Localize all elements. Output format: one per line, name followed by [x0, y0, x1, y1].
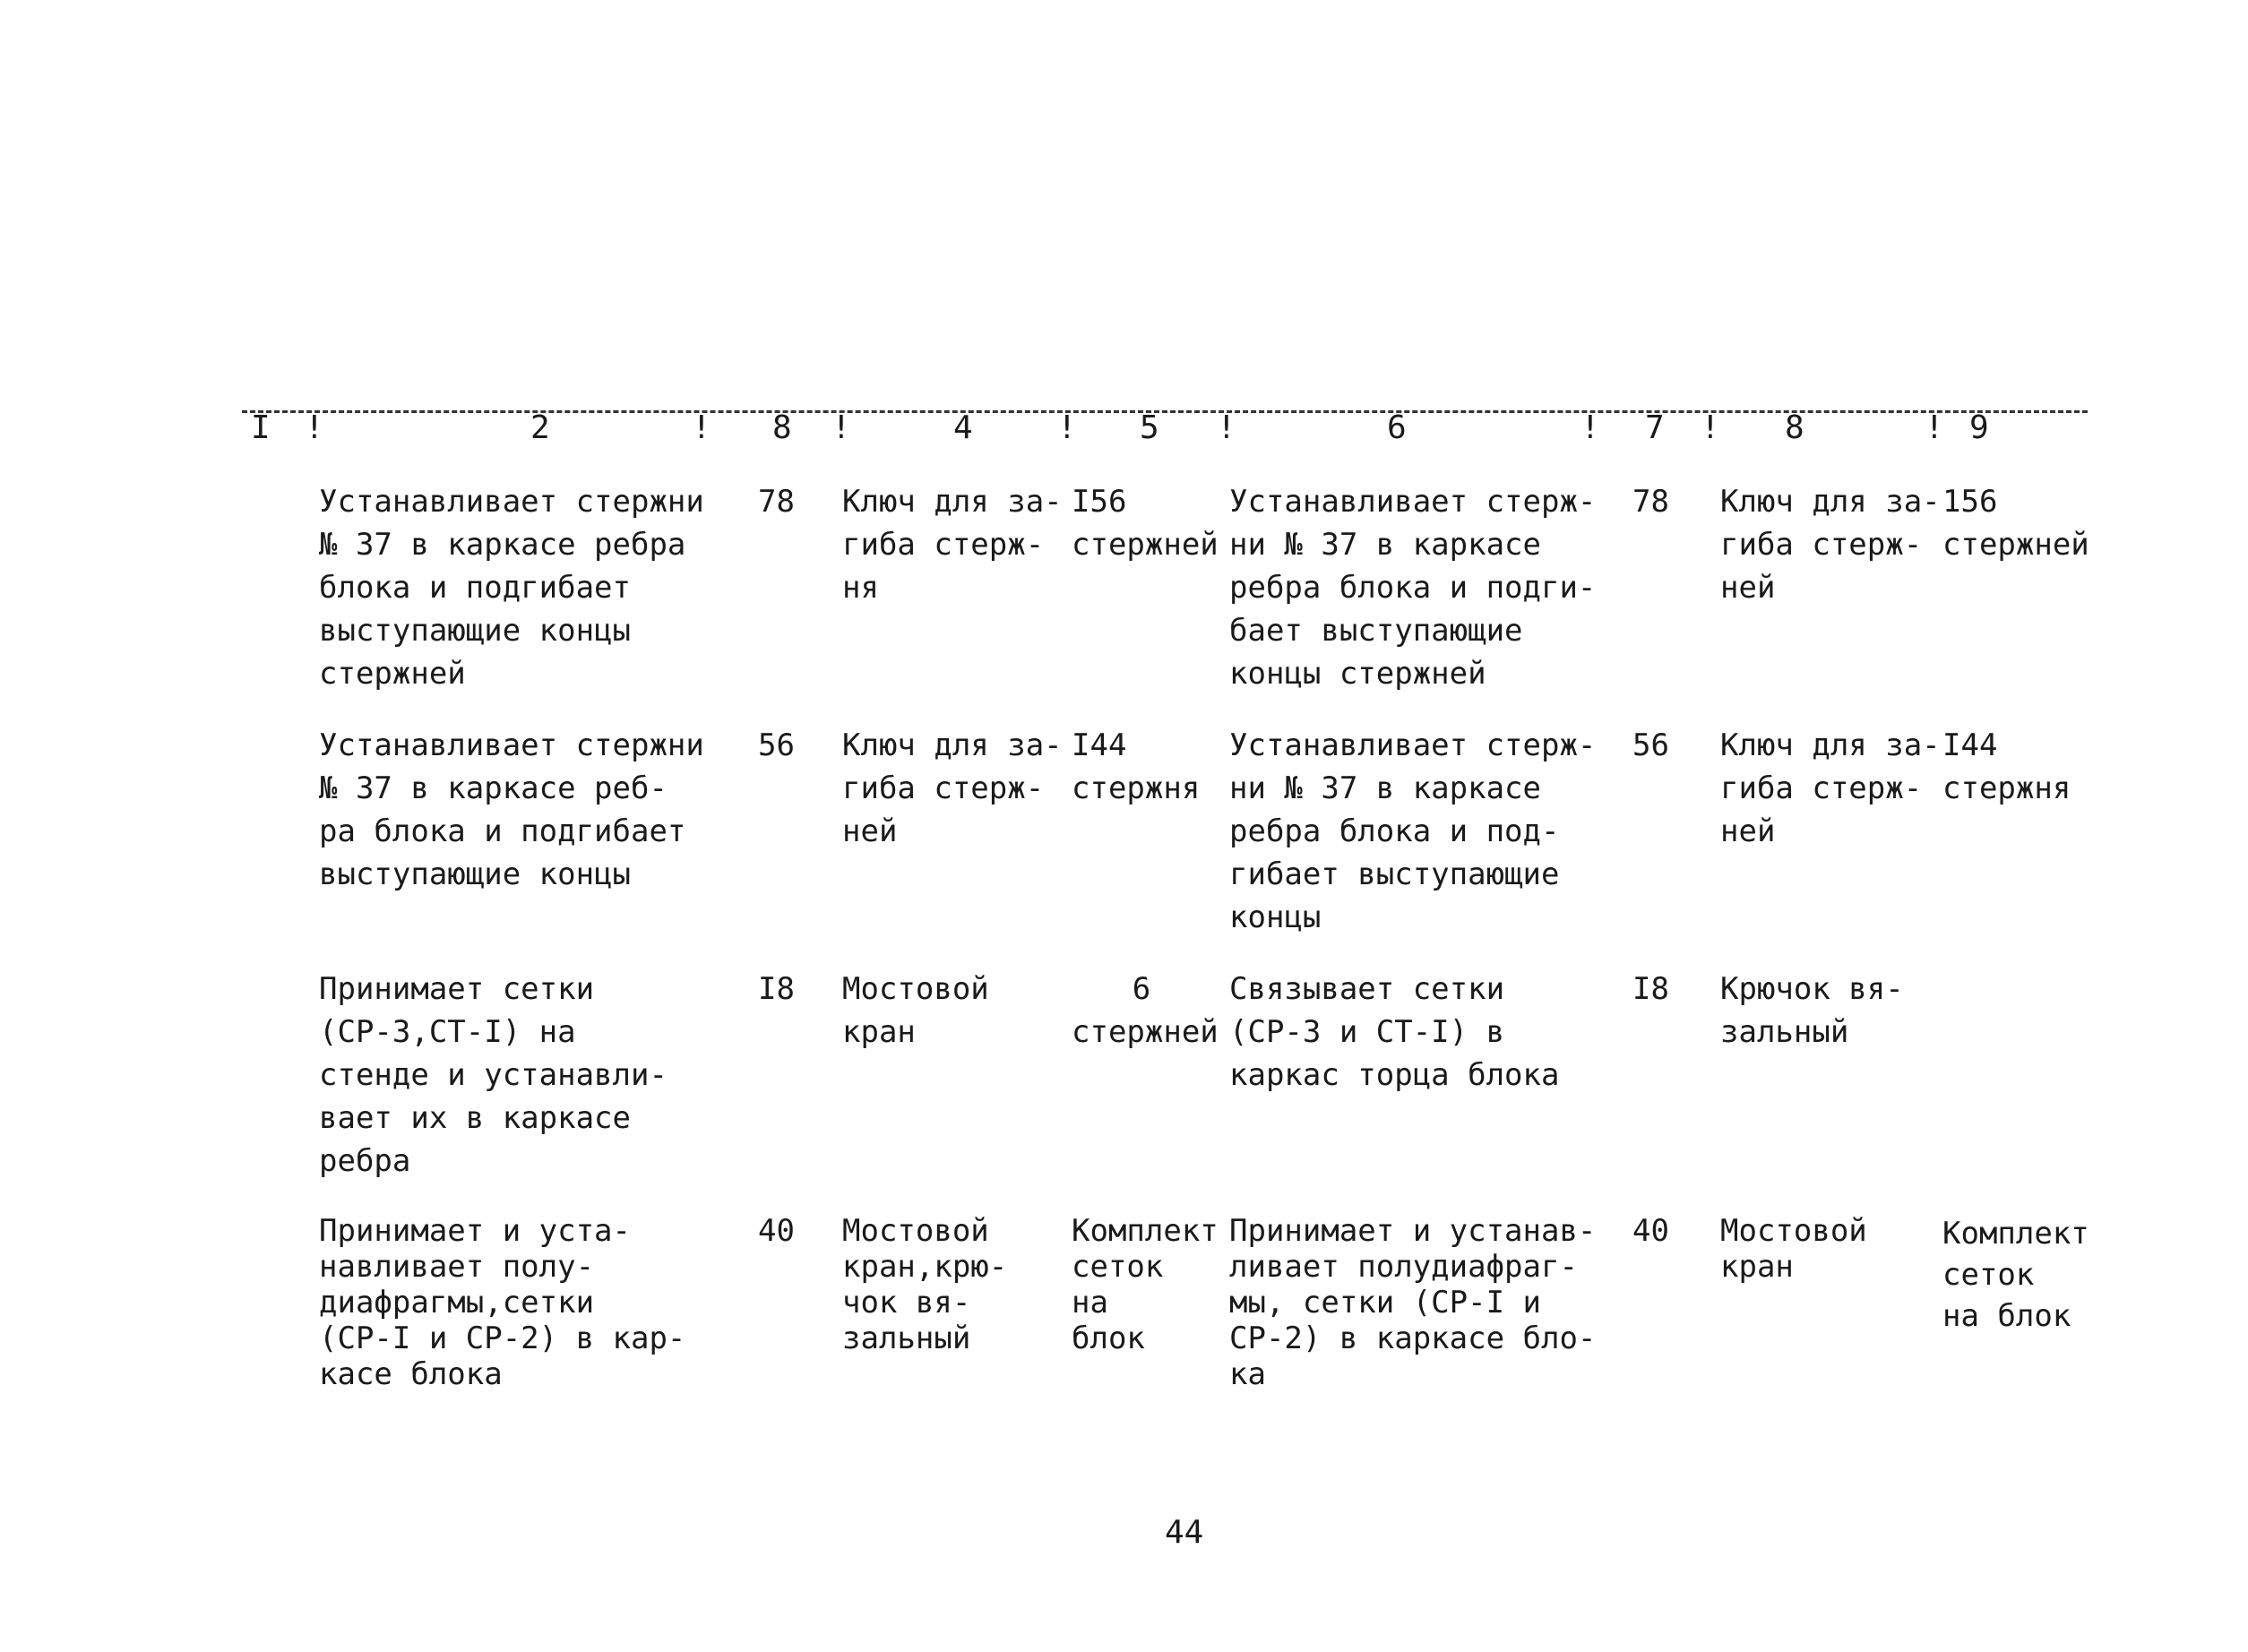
header-sep-7: !	[1701, 409, 1720, 446]
row-2-time: 56	[758, 727, 795, 763]
header-col-8: 8	[1785, 409, 1804, 446]
row-2-operation: Устанавливает стержни № 37 в каркасе реб- ра блока и подгибает выступающие концы	[319, 727, 704, 892]
row-2-quantity: I44 стержня	[1072, 727, 1201, 806]
header-sep-6: !	[1580, 409, 1600, 446]
row-4-time-b: 40	[1632, 1213, 1669, 1249]
row-2-time-b: 56	[1632, 727, 1669, 763]
row-1-quantity-b: 156 стержней	[1942, 484, 2089, 563]
row-3-operation-b: Связывает сетки (СР-3 и СТ-I) в каркас торца блока	[1229, 971, 1560, 1093]
header-sep-1: !	[305, 409, 324, 446]
header-sep-3: !	[831, 409, 851, 446]
row-1-time-b: 78	[1632, 484, 1669, 520]
header-col-4: 4	[953, 409, 973, 446]
row-3-tool: Мостовой кран	[842, 971, 989, 1050]
row-3-tool-b: Крючок вя- зальный	[1720, 971, 1904, 1050]
header-col-9: 9	[1969, 409, 1989, 446]
header-col-6: 6	[1387, 409, 1407, 446]
header-sep-4: !	[1057, 409, 1077, 446]
page-number: 44	[1165, 1514, 1204, 1551]
header-col-2: 2	[530, 409, 550, 446]
row-1-tool: Ключ для за- гиба стерж- ня	[842, 484, 1063, 606]
row-1-operation: Устанавливает стержни № 37 в каркасе ребра блока и подгибает выступающие концы стержней	[319, 484, 704, 692]
row-4-tool-b: Мостовой кран	[1720, 1213, 1867, 1285]
header-col-3: 8	[772, 409, 792, 446]
row-4-quantity-b: Комплект сеток на блок	[1942, 1216, 2089, 1334]
row-4-operation: Принимает и уста- навливает полу- диафрагмы,сетки (СР-I и СР-2) в кар- касе блока	[319, 1213, 686, 1392]
row-4-time: 40	[758, 1213, 795, 1249]
row-1-operation-b: Устанавливает стерж- ни № 37 в каркасе ребра блока и подги- бает выступающие концы стержней	[1229, 484, 1597, 692]
row-2-operation-b: Устанавливает стерж- ни № 37 в каркасе ребра блока и под- гибает выступающие концы	[1229, 727, 1597, 935]
row-3-operation: Принимает сетки (СР-3,СТ-I) на стенде и устанавли- вает их в каркасе ребра	[319, 971, 668, 1179]
header-col-1: I	[251, 409, 271, 446]
header-col-7: 7	[1645, 409, 1665, 446]
row-1-tool-b: Ключ для за- гиба стерж- ней	[1720, 484, 1941, 606]
header-sep-2: !	[692, 409, 711, 446]
row-2-tool: Ключ для за- гиба стерж- ней	[842, 727, 1063, 849]
row-1-quantity: I56 стержней	[1072, 484, 1219, 563]
row-2-quantity-b: I44 стержня	[1942, 727, 2071, 806]
row-3-quantity: 6 стержней	[1072, 971, 1219, 1050]
row-3-time: I8	[758, 971, 795, 1007]
header-sep-8: !	[1925, 409, 1944, 446]
header-col-5: 5	[1140, 409, 1159, 446]
row-4-tool: Мостовой кран,крю- чок вя- зальный	[842, 1213, 1008, 1356]
header-sep-5: !	[1217, 409, 1236, 446]
header-rule	[242, 410, 2088, 413]
row-2-tool-b: Ключ для за- гиба стерж- ней	[1720, 727, 1941, 849]
row-4-operation-b: Принимает и устанав- ливает полудиафраг- мы, сетки (СР-I и СР-2) в каркасе бло- ка	[1229, 1213, 1597, 1392]
row-1-time: 78	[758, 484, 795, 520]
row-3-time-b: I8	[1632, 971, 1669, 1007]
row-4-quantity: Комплект сеток на блок	[1072, 1213, 1219, 1356]
